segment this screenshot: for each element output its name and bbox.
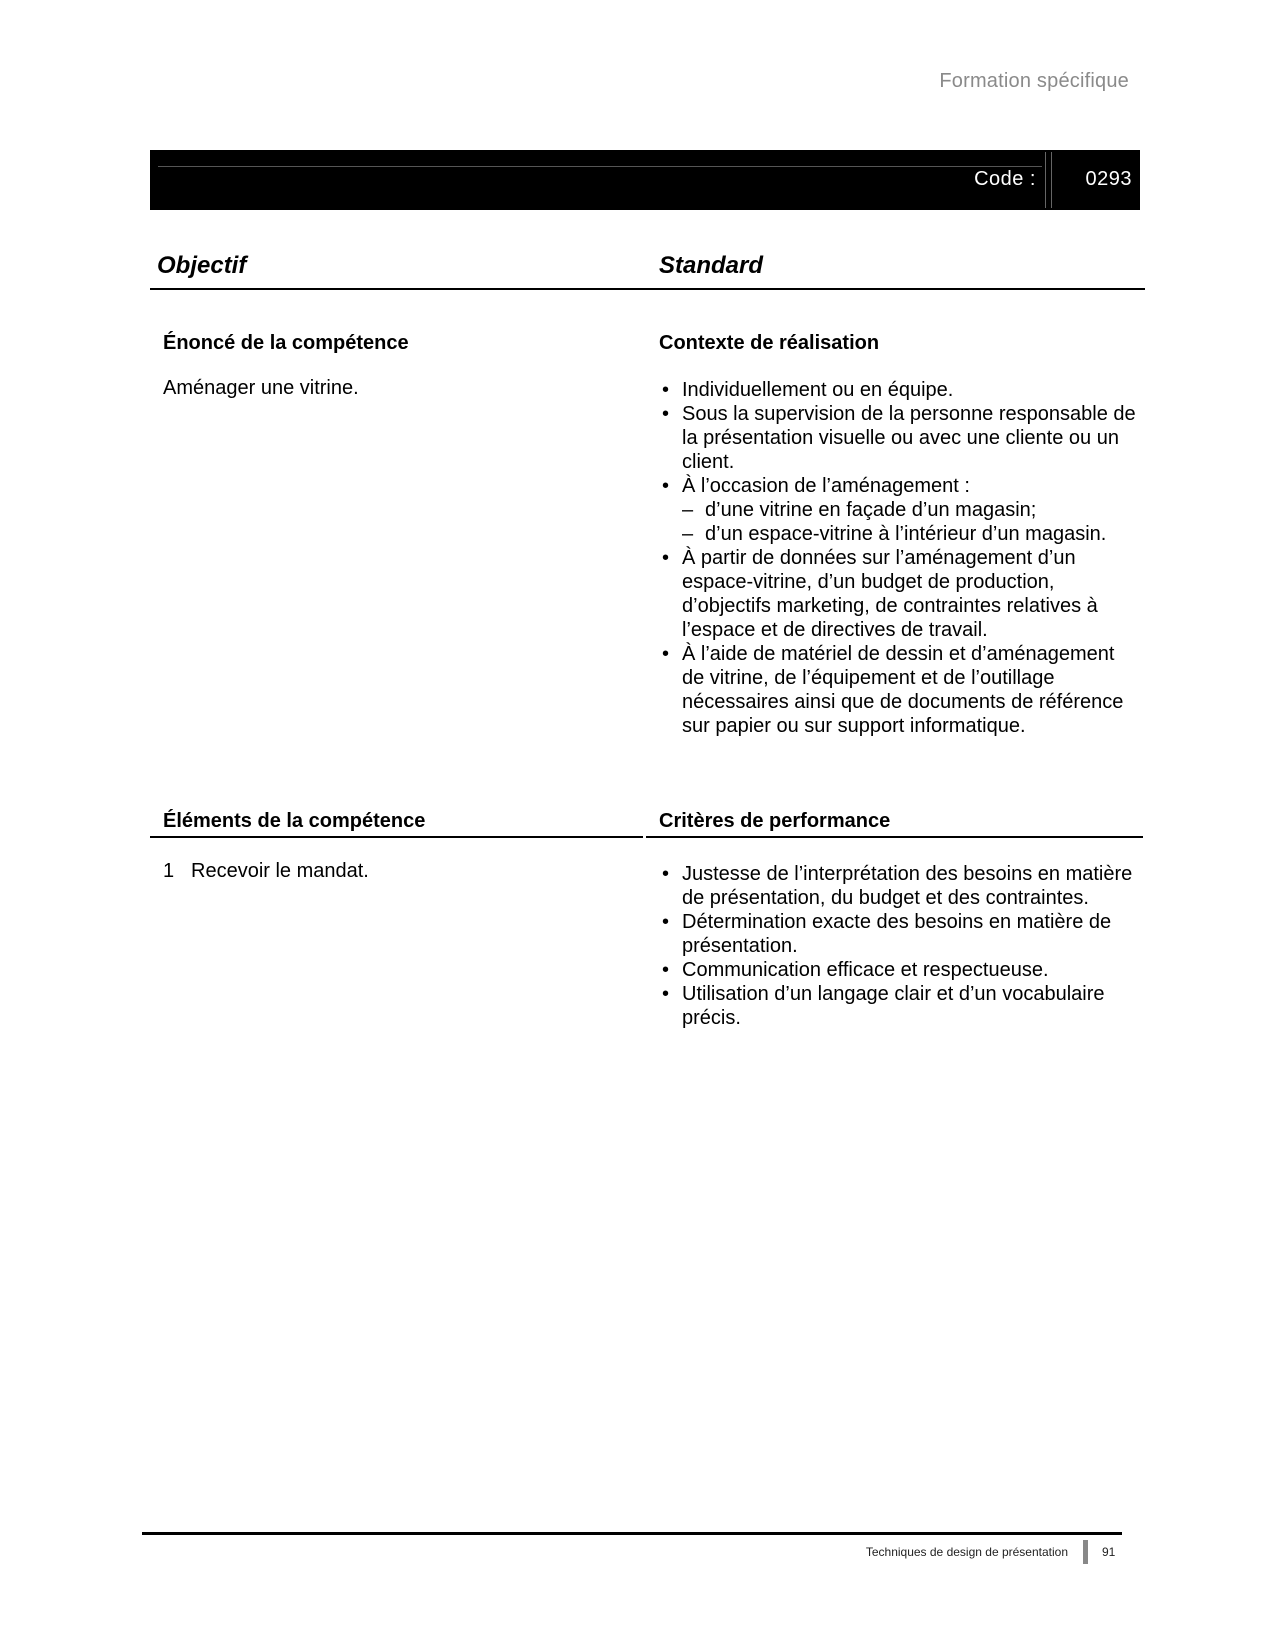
elements-rule: [150, 836, 643, 838]
footer-rule: [142, 1532, 1122, 1535]
footer-title: Techniques de design de présentation: [865, 1545, 1068, 1559]
list-item: • À partir de données sur l’aménagement d’un espace-vitrine, d’un budget de production, d’objectifs marketing, de contraintes relatives à l’espace et de directives de travail.: [659, 546, 1139, 642]
running-title: Formation spécifique: [939, 70, 1129, 92]
code-value: 0293: [1085, 168, 1132, 190]
sub-list-item: – d’une vitrine en façade d’un magasin;: [682, 498, 1139, 522]
element-item: [163, 860, 369, 883]
code-bar: [150, 150, 1140, 210]
code-bar-line: [158, 166, 1042, 167]
list-item: • Utilisation d’un langage clair et d’un vocabulaire précis.: [659, 982, 1139, 1030]
code-divider: [1051, 152, 1052, 208]
list-item: • Sous la supervision de la personne responsable de la présentation visuelle ou avec une cliente ou un client.: [659, 402, 1139, 474]
list-item: • Individuellement ou en équipe.: [659, 378, 1139, 402]
elements-heading: Éléments de la compétence: [163, 810, 426, 832]
page-number: 91: [1102, 1545, 1116, 1559]
code-divider: [1045, 152, 1046, 208]
header-rule: [150, 288, 1145, 290]
context-heading: Contexte de réalisation: [659, 332, 880, 354]
competence-text: Aménager une vitrine.: [163, 377, 359, 399]
list-item: • Communication efficace et respectueuse.: [659, 958, 1139, 982]
criteria-list: [659, 862, 1139, 1030]
list-item: [659, 474, 1139, 546]
criteria-heading: Critères de performance: [659, 810, 891, 832]
sub-list-item: – d’un espace-vitrine à l’intérieur d’un magasin.: [682, 522, 1139, 546]
standard-heading: Standard: [659, 252, 764, 279]
list-item: • À l’aide de matériel de dessin et d’aménagement de vitrine, de l’équipement et de l’outillage nécessaires ainsi que de documents de référence sur papier ou sur support informatique.: [659, 642, 1139, 738]
code-label: Code :: [974, 168, 1036, 190]
element-number: 1: [163, 860, 175, 882]
list-item: • Détermination exacte des besoins en matière de présentation.: [659, 910, 1139, 958]
competence-heading: Énoncé de la compétence: [163, 332, 409, 354]
element-text: Recevoir le mandat.: [191, 860, 369, 882]
footer-separator: [1083, 1540, 1088, 1564]
list-item: • Justesse de l’interprétation des besoins en matière de présentation, du budget et des contraintes.: [659, 862, 1139, 910]
context-sub-list: [682, 498, 1139, 546]
criteria-rule: [646, 836, 1143, 838]
context-list: [659, 378, 1139, 738]
objectif-heading: Objectif: [157, 252, 247, 279]
list-item-text: À l’occasion de l’aménagement :: [682, 475, 970, 497]
